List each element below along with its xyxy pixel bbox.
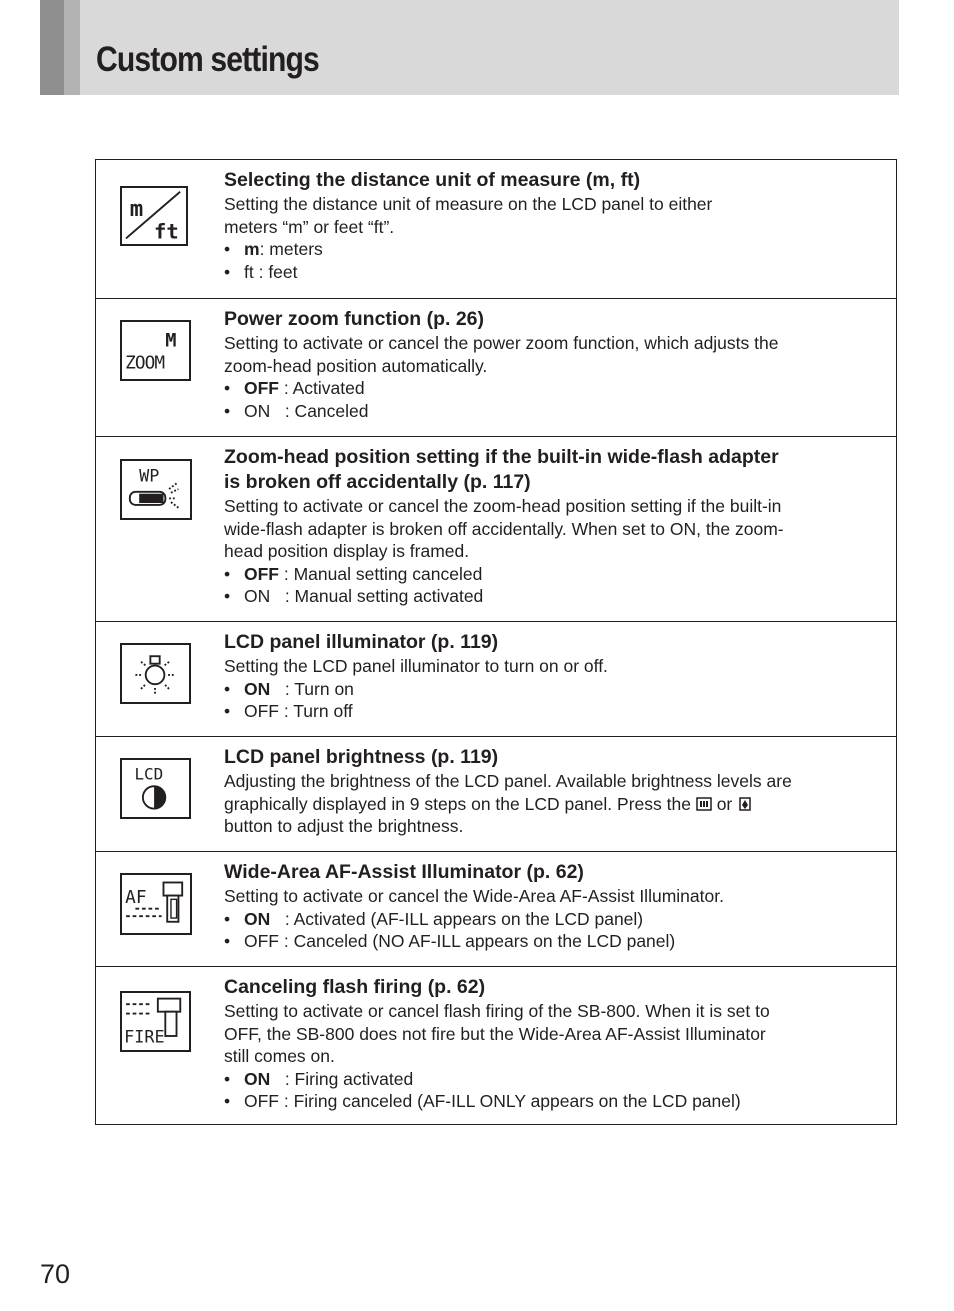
option-key: ON (244, 1068, 271, 1089)
option-item: • OFF : Canceled (NO AF-ILL appears on the LCD panel) (224, 931, 676, 951)
svg-text:ft: ft (154, 219, 179, 244)
row-description: Setting to activate or cancel the zoom-head position setting if the built-in (224, 496, 782, 516)
row-title: LCD panel brightness (p. 119) (224, 746, 499, 768)
option-key: ON (244, 586, 271, 606)
option-text: : Canceled (270, 400, 369, 421)
row-description: Setting the LCD panel illuminator to turn on or off. (224, 656, 608, 676)
option-item: • m: meters (224, 239, 323, 259)
fire-icon (120, 991, 191, 1052)
page-number: 70 (40, 1259, 71, 1289)
setting-row-zoom-head-position (96, 436, 896, 621)
option-key: ON (244, 678, 271, 699)
option-item: • ON : Turn on (224, 678, 354, 699)
settings-table (95, 159, 897, 1125)
svg-text:M: M (165, 330, 177, 352)
row-description: Adjusting the brightness of the LCD panel. Available brightness levels are (224, 771, 792, 791)
setting-row-lcd-brightness (96, 736, 896, 851)
option-text: : Manual setting canceled (279, 563, 483, 584)
option-text: : meters (259, 239, 323, 259)
row-title: Selecting the distance unit of measure (m, ft) (224, 169, 641, 191)
row-description: OFF, the SB-800 does not fire but the Wide-Area AF-Assist Illuminator (224, 1023, 766, 1044)
option-item: • OFF : Activated (224, 378, 365, 398)
row-description: Setting to activate or cancel the power zoom function, which adjusts the (224, 333, 779, 353)
row-text (224, 975, 882, 1113)
option-text: : Activated (279, 378, 365, 398)
setting-row-distance-unit (96, 160, 896, 298)
row-description: graphically displayed in 9 steps on the LCD panel. Press the or (224, 793, 882, 816)
svg-text:WP: WP (139, 465, 160, 486)
row-description: zoom-head position automatically. (224, 355, 488, 376)
setting-row-power-zoom (96, 298, 896, 436)
svg-text:FIRE: FIRE (124, 1026, 165, 1047)
option-item: • ft : feet (224, 261, 298, 282)
option-key: OFF (244, 378, 279, 398)
row-text (224, 168, 882, 283)
row-description: still comes on. (224, 1046, 335, 1066)
row-text (224, 745, 882, 838)
option-key: OFF (244, 563, 279, 584)
row-title: Zoom-head position setting if the built-in wide-flash adapter (224, 446, 779, 468)
option-text: : Canceled (NO AF-ILL appears on the LCD panel) (279, 931, 676, 951)
option-key: OFF (244, 1091, 279, 1111)
row-title: LCD panel illuminator (p. 119) (224, 631, 499, 653)
option-text: : Turn off (279, 701, 353, 721)
row-text (224, 860, 882, 953)
svg-text:AF: AF (125, 888, 147, 909)
option-key: OFF (244, 931, 279, 951)
option-item: • ON : Firing activated (224, 1068, 414, 1089)
row-description: button to adjust the brightness. (224, 816, 464, 836)
row-title: is broken off accidentally (p. 117) (224, 471, 531, 493)
option-text: : Firing canceled (AF-ILL ONLY appears on the LCD panel) (279, 1091, 741, 1111)
option-item: • OFF : Firing canceled (AF-ILL ONLY appears on the LCD panel) (224, 1091, 741, 1111)
wp-adapter-icon (120, 459, 192, 520)
option-item: • OFF : Turn off (224, 701, 353, 721)
option-key: m (244, 239, 260, 259)
option-key: ON (244, 400, 271, 421)
row-description: wide-flash adapter is broken off accidentally. When set to ON, the zoom- (224, 518, 784, 539)
svg-text:LCD: LCD (134, 764, 164, 784)
af-assist-icon (120, 873, 192, 935)
brightness-down-button-icon (737, 795, 753, 811)
option-key: ft (244, 261, 254, 282)
svg-text:ZOOM: ZOOM (125, 353, 165, 374)
option-text: : Turn on (270, 678, 354, 699)
header-accent (40, 0, 64, 95)
row-description: meters “m” or feet “ft”. (224, 216, 395, 237)
row-description: Setting the distance unit of measure on the LCD panel to either (224, 194, 713, 214)
option-text: : Manual setting activated (270, 586, 484, 606)
setting-row-af-assist (96, 851, 896, 966)
row-text (224, 307, 882, 422)
option-item: • ON : Canceled (224, 400, 369, 421)
option-item: • OFF : Manual setting canceled (224, 563, 483, 584)
row-title: Canceling flash firing (p. 62) (224, 976, 486, 998)
page-title: Custom settings (96, 40, 319, 79)
row-description: Setting to activate or cancel the Wide-Area AF-Assist Illuminator. (224, 886, 724, 906)
option-item: • ON : Activated (AF-ILL appears on the LCD panel) (224, 908, 644, 929)
illuminator-bulb-icon (120, 643, 191, 704)
option-text: : Activated (AF-ILL appears on the LCD panel) (270, 908, 644, 929)
setting-row-lcd-illuminator (96, 621, 896, 736)
option-key: OFF (244, 701, 279, 721)
row-title: Wide-Area AF-Assist Illuminator (p. 62) (224, 861, 584, 883)
row-description: head position display is framed. (224, 541, 470, 561)
setting-row-flash-firing (96, 966, 896, 1124)
m-ft-icon (120, 186, 188, 246)
lcd-brightness-icon (120, 758, 191, 819)
m-zoom-icon (120, 320, 191, 381)
row-text (224, 630, 882, 723)
option-text: : Firing activated (270, 1068, 414, 1089)
brightness-up-button-icon (696, 795, 712, 811)
row-text (224, 445, 882, 608)
row-description: Setting to activate or cancel flash firing of the SB-800. When it is set to (224, 1001, 770, 1021)
svg-text:m: m (129, 196, 144, 222)
row-title: Power zoom function (p. 26) (224, 308, 485, 330)
option-key: ON (244, 908, 271, 929)
option-item: • ON : Manual setting activated (224, 586, 484, 606)
header-accent-light (64, 0, 80, 95)
option-text: : feet (253, 261, 298, 282)
